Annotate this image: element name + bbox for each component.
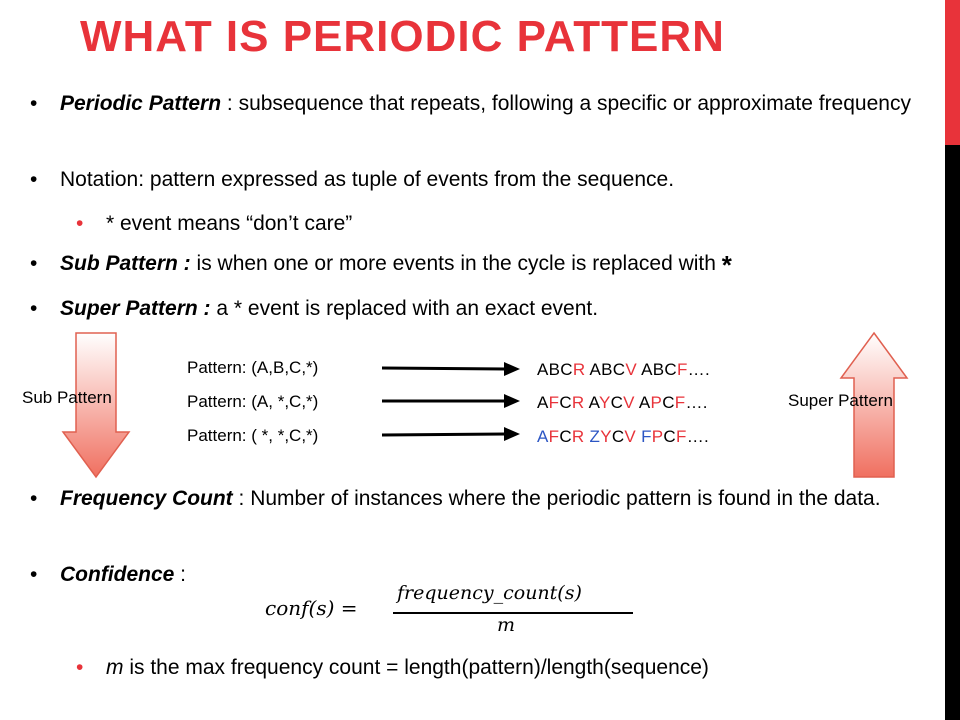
text-max-frequency: is the max frequency count = length(pattern)/length(sequence) — [123, 656, 709, 679]
bullet-body — [60, 485, 920, 512]
text-dont-care: * event means “don’t care” — [106, 212, 353, 235]
bullet-body — [60, 250, 920, 279]
pattern-label-2: Pattern: (A, *,C,*) — [187, 392, 319, 411]
bullet-dot: • — [30, 487, 38, 510]
bullet-dot: • — [76, 656, 84, 679]
right-arrow-icon — [382, 362, 520, 376]
bullet-dot: • — [30, 563, 38, 586]
text-confidence: : — [174, 563, 187, 586]
text-periodic-pattern: : subsequence that repeats, following a specific or approximate frequency — [221, 92, 911, 115]
star-symbol: * — [721, 250, 732, 280]
formula-numerator: frequency_count(s) — [397, 582, 582, 604]
term-super-pattern: Super Pattern : — [60, 297, 211, 320]
text-sub-pattern: is when one or more events in the cycle is replaced with — [190, 252, 722, 275]
bullet-dot: • — [76, 212, 84, 235]
term-periodic-pattern: Periodic Pattern — [60, 92, 222, 115]
confidence-formula — [265, 582, 645, 640]
text-notation: Notation: pattern expressed as tuple of events from the sequence. — [60, 168, 675, 191]
pattern-label-1: Pattern: (A,B,C,*) — [187, 358, 319, 377]
slide-title: WHAT IS PERIODIC PATTERN — [80, 12, 725, 61]
bullet-dot: • — [30, 252, 38, 275]
sequence-2: AFCR AYCV APCF…. — [537, 393, 708, 412]
bullet-body — [60, 90, 920, 117]
bullet-dot: • — [30, 168, 38, 191]
term-confidence: Confidence — [60, 563, 175, 586]
var-m: m — [106, 656, 124, 679]
mapping-arrows — [380, 355, 530, 450]
formula-lhs: conf(s) = — [265, 596, 358, 620]
super-pattern-label: Super Pattern — [788, 391, 893, 410]
right-arrow-icon — [382, 427, 520, 441]
bullet-dot: • — [30, 297, 38, 320]
text-frequency-count: : Number of instances where the periodic pattern is found in the data. — [232, 487, 881, 510]
sequence-1: ABCR ABCV ABCF…. — [537, 360, 710, 379]
sequence-3: AFCR ZYCV FPCF…. — [537, 427, 710, 446]
right-arrow-icon — [382, 394, 520, 408]
pattern-label-3: Pattern: ( *, *,C,*) — [187, 426, 319, 445]
bullet-body — [60, 295, 920, 322]
bullet-body — [106, 654, 906, 681]
formula-denominator: m — [497, 614, 516, 636]
text-super-pattern: a * event is replaced with an exact event. — [210, 297, 599, 320]
term-sub-pattern: Sub Pattern : — [60, 252, 191, 275]
right-edge-accent — [945, 0, 960, 145]
term-frequency-count: Frequency Count — [60, 487, 233, 510]
sub-pattern-label: Sub Pattern — [22, 388, 112, 407]
bullet-dot: • — [30, 92, 38, 115]
